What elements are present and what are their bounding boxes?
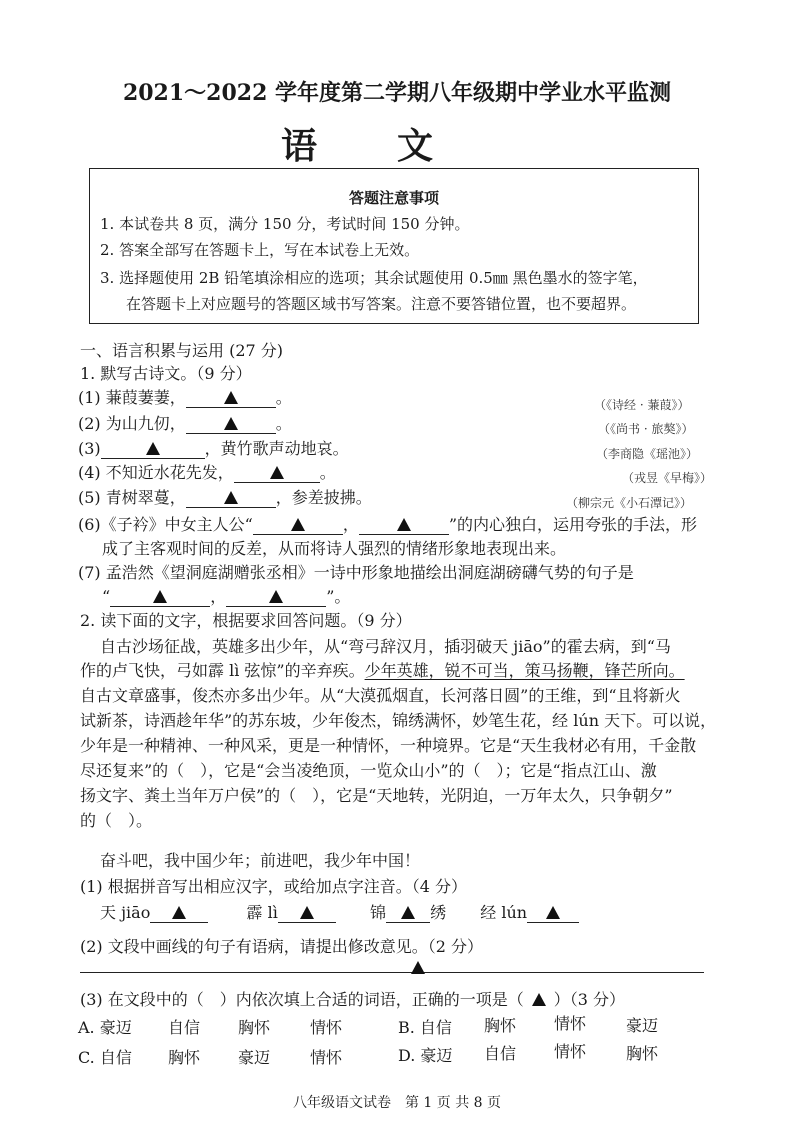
notice-item: 在答题卡上对应题号的答题区域书写答案。注意不要答错位置，也不要超界。: [126, 295, 637, 313]
underlined-sentence: 少年英雄，锐不可当，策马扬鞭，锋芒所向。: [364, 661, 685, 680]
q1-line-3: (3) ，黄竹歌声动地哀。: [78, 439, 349, 458]
option-word: 自信: [168, 1018, 201, 1037]
answer-triangle-icon: [546, 906, 560, 919]
source-citation: （柳宗元《小石潭记》）: [566, 496, 693, 510]
answer-triangle-icon: [146, 442, 160, 455]
notice-item: 3. 选择题使用 2B 铅笔填涂相应的选项；其余试题使用 0.5㎜ 黑色墨水的签字笔，: [100, 269, 648, 287]
section-heading: 一、语言积累与运用 (27 分): [80, 341, 284, 360]
source-citation: （《尚书 · 旅獒》）: [598, 422, 694, 436]
passage-line: 作的卢飞快，弓如霹 lì 弦惊”的辛弃疾。少年英雄，锐不可当，策马扬鞭，锋芒所向。: [80, 661, 685, 680]
answer-line: [80, 972, 704, 973]
q1-line-7: (7) 孟浩然《望洞庭湖赠张丞相》一诗中形象地描绘出洞庭湖磅礴气势的句子是: [78, 563, 634, 582]
passage-line: 奋斗吧，我中国少年；前进吧，我少年中国！: [100, 851, 421, 870]
q1-line-4: (4) 不知近水花先发， 。: [78, 463, 336, 482]
option-d: D. 豪迈: [398, 1046, 453, 1065]
option-word: 胸怀: [168, 1048, 201, 1067]
option-word: 情怀: [554, 1014, 587, 1033]
q1-line-2: (2) 为山九仞， 。: [78, 414, 292, 433]
question-1-title: 1. 默写古诗文。（9 分）: [80, 364, 252, 383]
sub-question-3: (3) 在文段中的（ ）内依次填上合适的词语，正确的一项是（ ）（3 分）: [80, 990, 626, 1009]
notice-item: 1. 本试卷共 8 页，满分 150 分，考试时间 150 分钟。: [100, 215, 470, 233]
source-citation: （《诗经 · 蒹葭》）: [594, 398, 690, 412]
passage-line: 试新茶，诗酒趁年华”的苏东坡，少年俊杰，锦绣满怀，妙笔生花，经 lún 天下。可以说，: [80, 711, 717, 730]
page-footer: 八年级语文试卷 第 1 页 共 8 页: [292, 1095, 502, 1111]
answer-triangle-icon: [411, 961, 425, 974]
answer-triangle-icon: [532, 993, 546, 1006]
answer-triangle-icon: [172, 906, 186, 919]
notice-title: 答题注意事项: [348, 189, 439, 207]
q1-line-7-answer: “ ， ”。: [102, 587, 351, 606]
answer-triangle-icon: [401, 906, 415, 919]
answer-triangle-icon: [224, 417, 238, 430]
option-word: 情怀: [310, 1048, 343, 1067]
answer-triangle-icon: [224, 491, 238, 504]
pinyin-row: 天 jiāo 霹 lì 锦 绣 经 lún: [100, 900, 579, 923]
q1-line-6: (6)《子衿》中女主人公“ ， ”的内心独白，运用夸张的手法，形: [78, 515, 698, 534]
notice-box: [89, 168, 699, 324]
option-word: 自信: [484, 1044, 517, 1063]
passage-line: 少年是一种精神、一种风采，更是一种情怀，一种境界。它是“天生我材必有用，千金散: [80, 736, 697, 755]
option-word: 豪迈: [238, 1048, 271, 1067]
notice-item: 2. 答案全部写在答题卡上，写在本试卷上无效。: [100, 241, 420, 259]
answer-triangle-icon: [269, 590, 283, 603]
option-word: 胸怀: [484, 1016, 517, 1035]
passage-line: 自古文章盛事，俊杰亦多出少年。从“大漠孤烟直，长河落日圆”的王维，到“且将新火: [80, 686, 681, 705]
answer-triangle-icon: [224, 391, 238, 404]
answer-triangle-icon: [291, 518, 305, 531]
option-word: 胸怀: [626, 1044, 659, 1063]
passage-line: 自古沙场征战，英雄多出少年，从“弯弓辞汉月，插羽破天 jiāo”的霍去病，到“马: [100, 637, 671, 656]
option-b: B. 自信: [398, 1018, 452, 1037]
answer-triangle-icon: [153, 590, 167, 603]
answer-triangle-icon: [397, 518, 411, 531]
q1-line-1: (1) 蒹葭萋萋， 。: [78, 388, 292, 407]
source-citation: （戎昱《早梅》）: [622, 471, 713, 485]
option-a: A. 豪迈: [78, 1018, 132, 1037]
option-c: C. 自信: [78, 1048, 132, 1067]
option-word: 情怀: [310, 1018, 343, 1037]
answer-triangle-icon: [300, 906, 314, 919]
passage-line: 的（ ）。: [80, 811, 153, 830]
answer-triangle-icon: [270, 466, 284, 479]
option-word: 豪迈: [626, 1016, 659, 1035]
exam-title: 2021～2022 学年度第二学期八年级期中学业水平监测: [122, 80, 672, 106]
q1-line-6-cont: 成了主客观时间的反差，从而将诗人强烈的情绪形象地表现出来。: [102, 539, 567, 558]
sub-question-1: (1) 根据拼音写出相应汉字，或给加点字注音。（4 分）: [80, 877, 468, 896]
passage-line: 尽还复来”的（ ），它是“会当凌绝顶，一览众山小”的（ ）；它是“指点江山、激: [80, 761, 657, 780]
sub-question-2: (2) 文段中画线的句子有语病，请提出修改意见。（2 分）: [80, 937, 484, 956]
passage-line: 扬文字、粪土当年万户侯”的（ ），它是“天地转，光阴迫，一万年太久，只争朝夕”: [80, 786, 673, 805]
source-citation: （李商隐《瑶池》）: [596, 447, 699, 461]
option-word: 胸怀: [238, 1018, 271, 1037]
q1-line-5: (5) 青树翠蔓， ，参差披拂。: [78, 488, 372, 507]
subject-title: 语文: [280, 125, 513, 167]
question-2-title: 2. 读下面的文字，根据要求回答问题。（9 分）: [80, 611, 412, 630]
option-word: 情怀: [554, 1042, 587, 1061]
